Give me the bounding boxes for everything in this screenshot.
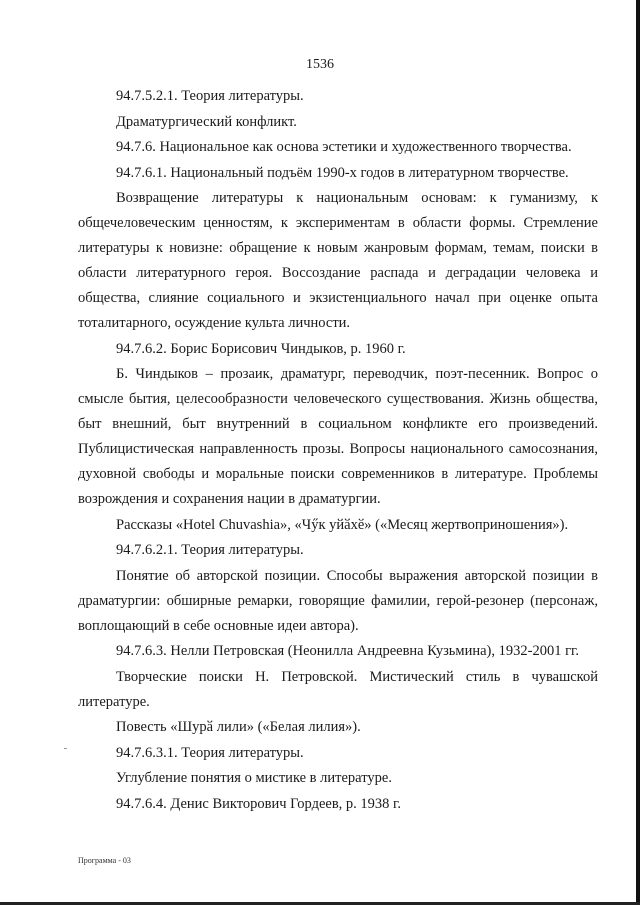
paragraph: Драматургический конфликт. [116, 113, 297, 130]
paragraph: Б. Чиндыков – прозаик, драматург, переводчик, поэт-песенник. Вопрос о смысле бытия, целесообразности человеческого существования. Жизнь общества, быт внешний, быт внутренний в социальном конфликте его произведений. Публицистическая направленность прозы. Вопросы национального самосознания, духовной свободы и моральные поиски современников в литературе. Проблемы возрождения и сохранения нации в драматургии. [78, 366, 598, 507]
paragraph: Творческие поиски Н. Петровской. Мистический стиль в чувашской литературе. [78, 668, 598, 710]
paragraph: 94.7.6.2.1. Теория литературы. [116, 542, 304, 558]
scan-mark [64, 748, 67, 749]
paragraph: 94.7.6.2. Борис Борисович Чиндыков, р. 1960 г. [116, 340, 406, 357]
paragraph: Возвращение литературы к национальным основам: к гуманизму, к общечеловеческим ценностям, к экспериментам в области формы. Стремление литературы к новизне: обращение к новым жанровым формам, темам, поиски в области литературного героя. Воссоздание распада и деградации человека и общества, слияние социального и экзистенциального начал при оценке опыта тоталитарного, осуждение культа личности. [78, 190, 598, 331]
footer-label: Программа - 03 [78, 856, 131, 865]
paragraph: 94.7.6. Национальное как основа эстетики и художественного творчества. [116, 139, 572, 155]
paragraph: Рассказы «Hotel Chuvashia», «Чӳк уйӑхӗ» («Месяц жертвоприношения»). [116, 516, 569, 533]
paragraph: 94.7.6.4. Денис Викторович Гордеев, р. 1938 г. [116, 795, 401, 812]
paragraph: Углубление понятия о мистике в литературе. [116, 770, 392, 786]
page-number: 1536 [306, 57, 334, 72]
paragraph: Понятие об авторской позиции. Способы выражения авторской позиции в драматургии: обширные ремарки, говорящие фамилии, герой-резонер (персонаж, воплощающий в себе основные идеи автора). [78, 567, 598, 634]
paragraph: 94.7.6.1. Национальный подъём 1990-х годов в литературном творчестве. [116, 164, 569, 181]
paragraph: 94.7.6.3. Нелли Петровская (Неонилла Андреевна Кузьмина), 1932-2001 гг. [116, 643, 579, 659]
scan-edge-right [636, 0, 640, 905]
document-body [78, 84, 598, 817]
paragraph: Повесть «Шурӑ лили» («Белая лилия»). [116, 719, 361, 735]
paragraph: 94.7.6.3.1. Теория литературы. [116, 744, 304, 761]
paragraph: 94.7.5.2.1. Теория литературы. [116, 88, 304, 104]
